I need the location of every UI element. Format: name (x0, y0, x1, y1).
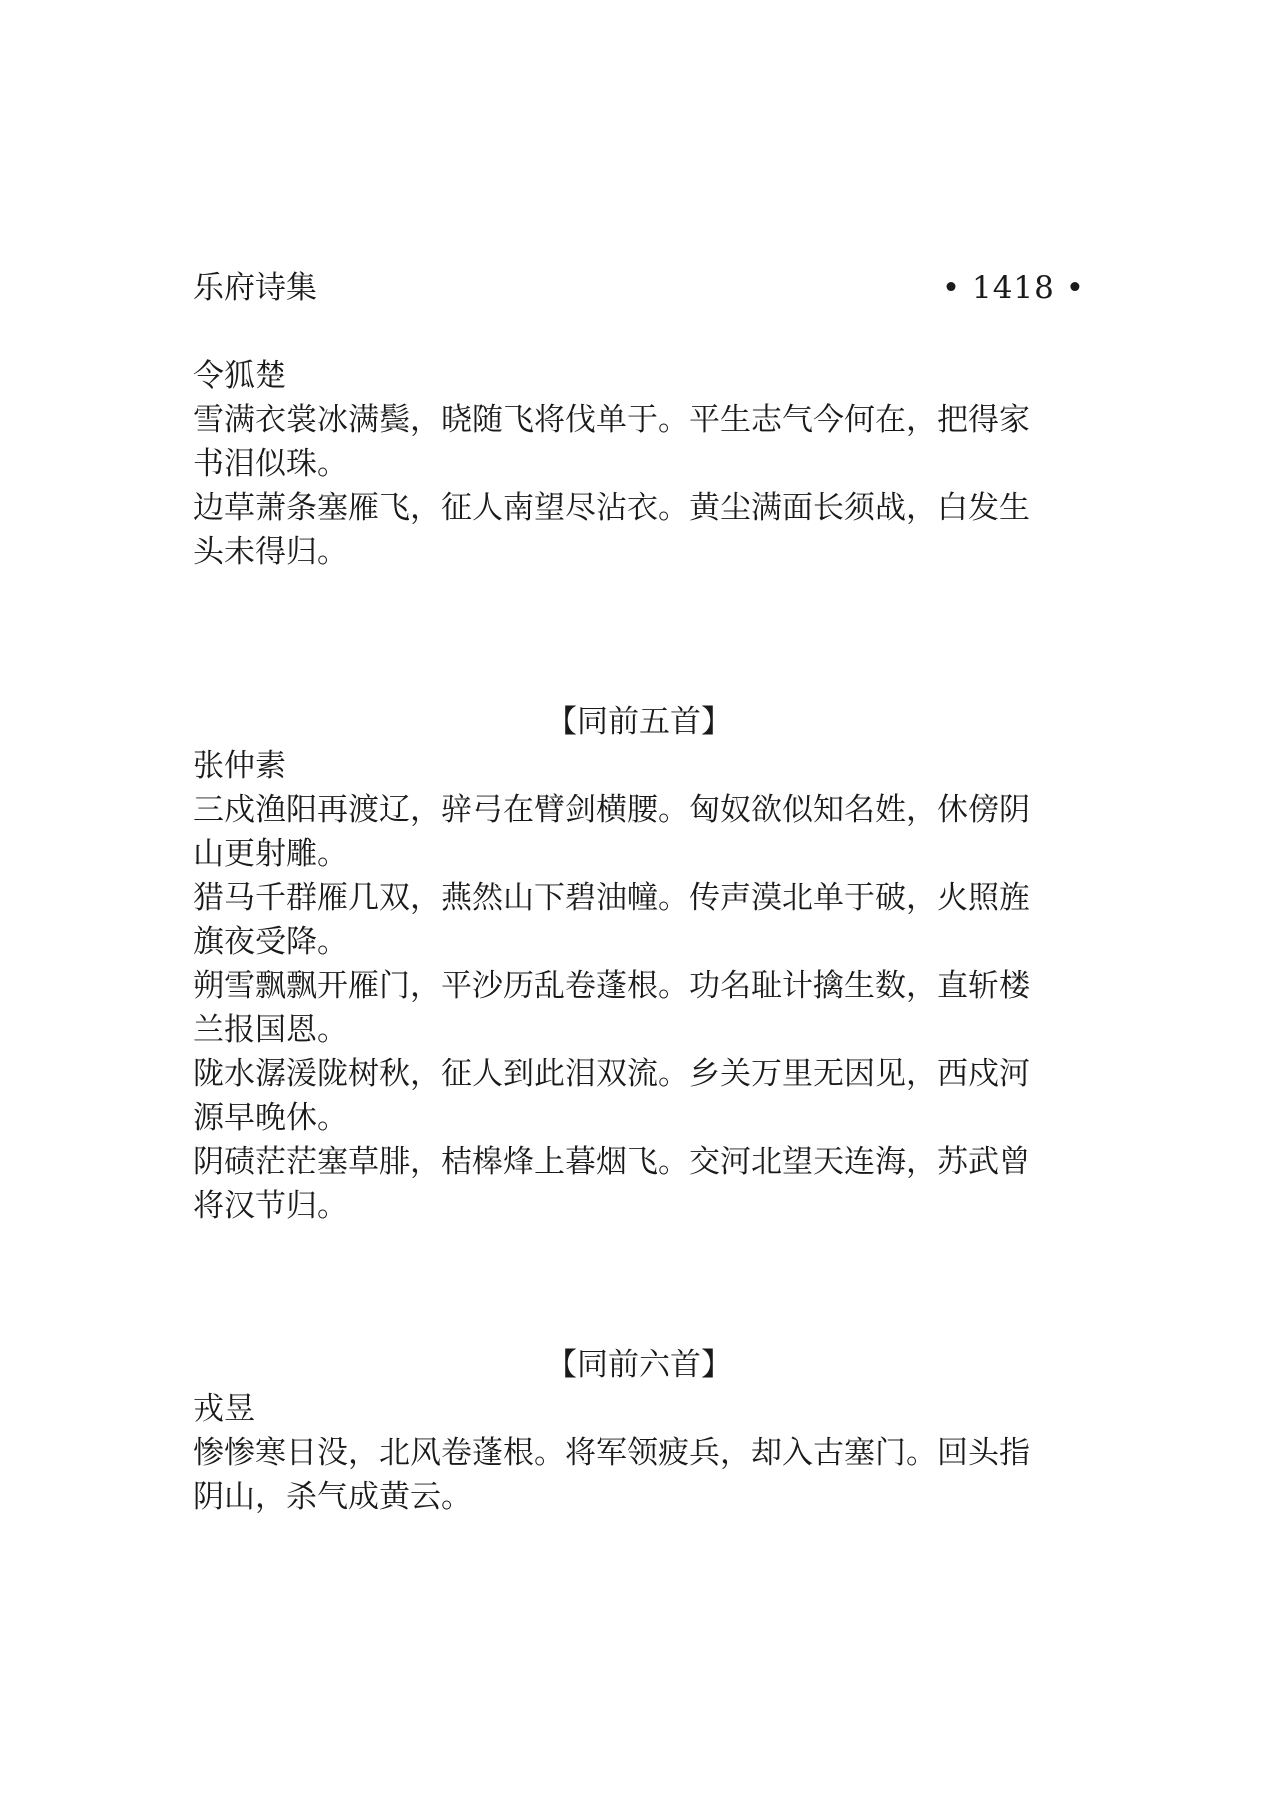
poem-line: 兰报国恩。 (193, 1012, 348, 1048)
poem-line: 将汉节归。 (193, 1188, 348, 1224)
poem-author: 令狐楚 (193, 358, 286, 394)
poem-line: 雪满衣裳冰满鬓，晓随飞将伐单于。平生志气今何在，把得家 (193, 402, 1030, 438)
poem-body (193, 788, 1085, 1228)
page-number: • 1418 • (941, 270, 1085, 306)
poem-line: 山更射雕。 (193, 836, 348, 872)
poem-line: 源早晚休。 (193, 1100, 348, 1136)
poem-line: 边草萧条塞雁飞，征人南望尽沾衣。黄尘满面长须战，白发生 (193, 490, 1030, 526)
poem-body (193, 1431, 1085, 1519)
poem-line: 阴碛茫茫塞草腓，桔槔烽上暮烟飞。交河北望天连海，苏武曾 (193, 1144, 1030, 1180)
poem-line: 陇水潺湲陇树秋，征人到此泪双流。乡关万里无因见，西戍河 (193, 1056, 1030, 1092)
page-header (193, 266, 1085, 310)
poem-section (193, 1343, 1085, 1519)
poem-line: 朔雪飘飘开雁门，平沙历乱卷蓬根。功名耻计擒生数，直斩楼 (193, 968, 1030, 1004)
poem-line: 旗夜受降。 (193, 924, 348, 960)
poem-line: 阴山，杀气成黄云。 (193, 1479, 472, 1515)
poem-line: 惨惨寒日没，北风卷蓬根。将军领疲兵，却入古塞门。回头指 (193, 1435, 1030, 1471)
poem-section (193, 354, 1085, 574)
poem-section (193, 700, 1085, 1228)
section-heading: 【同前六首】 (546, 1347, 732, 1383)
poem-author: 戎昱 (193, 1391, 255, 1427)
poem-body (193, 398, 1085, 574)
section-heading: 【同前五首】 (546, 704, 732, 740)
poem-line: 书泪似珠。 (193, 446, 348, 482)
poem-author: 张仲素 (193, 748, 286, 784)
poem-line: 猎马千群雁几双，燕然山下碧油幢。传声漠北单于破，火照旌 (193, 880, 1030, 916)
poem-line: 头未得归。 (193, 534, 348, 570)
poem-line: 三戍渔阳再渡辽，骍弓在臂剑横腰。匈奴欲似知名姓，休傍阴 (193, 792, 1030, 828)
book-title: 乐府诗集 (193, 270, 317, 306)
